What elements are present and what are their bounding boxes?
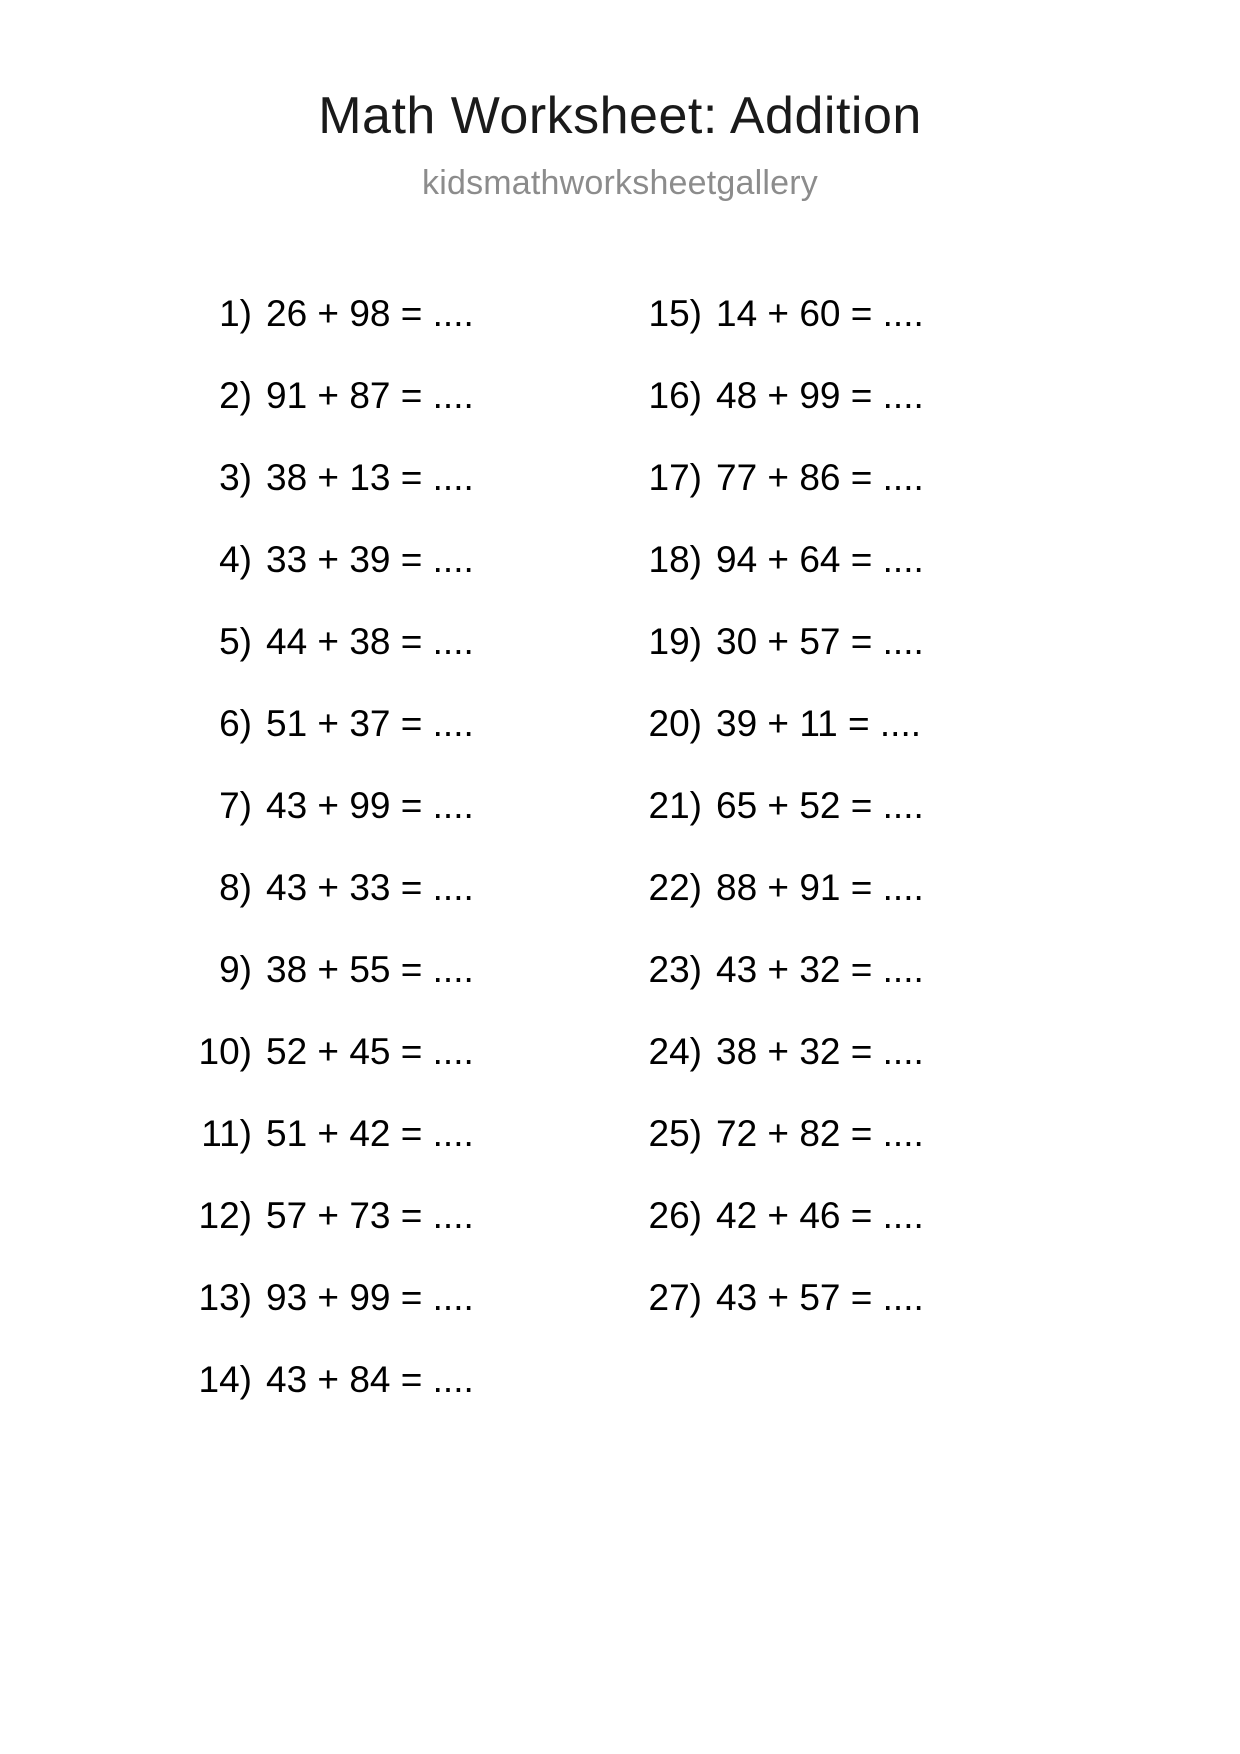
problem-row [180, 459, 630, 541]
problem-row [180, 541, 630, 623]
problem-expression: 65 + 52 = .... [716, 785, 924, 826]
problem-row [180, 1115, 630, 1197]
problem-row [630, 787, 1050, 869]
page-subtitle: kidsmathworksheetgallery [422, 164, 818, 202]
problem-expression: 93 + 99 = .... [266, 1277, 474, 1318]
problem-number: 10) [198, 1031, 252, 1072]
problem-expression: 43 + 57 = .... [716, 1277, 924, 1318]
problem-row [180, 787, 630, 869]
problem-number: 25) [648, 1113, 702, 1154]
problem-expression: 94 + 64 = .... [716, 539, 924, 580]
problem-expression: 38 + 32 = .... [716, 1031, 924, 1072]
problem-expression: 88 + 91 = .... [716, 867, 924, 908]
problem-expression: 52 + 45 = .... [266, 1031, 474, 1072]
problem-expression: 51 + 42 = .... [266, 1113, 474, 1154]
problem-number: 24) [648, 1031, 702, 1072]
problem-number: 23) [648, 949, 702, 990]
problem-expression: 43 + 32 = .... [716, 949, 924, 990]
problem-row [180, 869, 630, 951]
problem-number: 26) [648, 1195, 702, 1236]
problem-number: 16) [648, 375, 702, 416]
problem-expression: 26 + 98 = .... [266, 293, 474, 334]
problem-row [630, 1279, 1050, 1361]
problem-number: 6) [219, 703, 252, 744]
problem-row [180, 295, 630, 377]
problem-expression: 57 + 73 = .... [266, 1195, 474, 1236]
problem-expression: 77 + 86 = .... [716, 457, 924, 498]
problem-number: 20) [648, 703, 702, 744]
problems-column-right [630, 295, 1050, 1443]
problem-number: 3) [219, 457, 252, 498]
problem-number: 21) [648, 785, 702, 826]
problem-row [180, 951, 630, 1033]
problem-expression: 38 + 13 = .... [266, 457, 474, 498]
problem-expression: 43 + 33 = .... [266, 867, 474, 908]
problem-row [180, 1197, 630, 1279]
problem-expression: 42 + 46 = .... [716, 1195, 924, 1236]
problem-row [630, 623, 1050, 705]
problem-expression: 48 + 99 = .... [716, 375, 924, 416]
problems-container [0, 295, 1240, 1443]
problem-number: 11) [201, 1113, 252, 1154]
problem-row [630, 869, 1050, 951]
problem-row [180, 1033, 630, 1115]
problem-expression: 30 + 57 = .... [716, 621, 924, 662]
problems-column-left [180, 295, 630, 1443]
problem-expression: 43 + 99 = .... [266, 785, 474, 826]
problem-expression: 38 + 55 = .... [266, 949, 474, 990]
problem-row [630, 377, 1050, 459]
problem-number: 7) [219, 785, 252, 826]
problem-row [630, 541, 1050, 623]
problem-number: 5) [219, 621, 252, 662]
page-title: Math Worksheet: Addition [318, 87, 922, 145]
problem-expression: 43 + 84 = .... [266, 1359, 474, 1400]
problem-number: 9) [219, 949, 252, 990]
problem-number: 22) [648, 867, 702, 908]
problem-number: 14) [198, 1359, 252, 1400]
problem-expression: 51 + 37 = .... [266, 703, 474, 744]
problem-number: 18) [648, 539, 702, 580]
problem-row [630, 951, 1050, 1033]
problem-expression: 72 + 82 = .... [716, 1113, 924, 1154]
problem-expression: 44 + 38 = .... [266, 621, 474, 662]
problem-row [630, 295, 1050, 377]
problem-row [630, 459, 1050, 541]
problem-number: 19) [648, 621, 702, 662]
problem-row [180, 377, 630, 459]
problem-number: 8) [219, 867, 252, 908]
problem-row [630, 705, 1050, 787]
problem-row [180, 623, 630, 705]
problem-row [630, 1115, 1050, 1197]
problem-row [630, 1197, 1050, 1279]
problem-number: 13) [198, 1277, 252, 1318]
problem-row [180, 705, 630, 787]
problem-row [180, 1279, 630, 1361]
problem-number: 15) [648, 293, 702, 334]
problem-expression: 33 + 39 = .... [266, 539, 474, 580]
problem-number: 17) [648, 457, 702, 498]
problem-row [180, 1361, 630, 1443]
problem-number: 2) [219, 375, 252, 416]
problem-number: 12) [198, 1195, 252, 1236]
problem-number: 4) [219, 539, 252, 580]
problem-number: 27) [648, 1277, 702, 1318]
problem-number: 1) [219, 293, 252, 334]
problem-expression: 14 + 60 = .... [716, 293, 924, 334]
problem-expression: 39 + 11 = .... [716, 703, 922, 744]
problem-expression: 91 + 87 = .... [266, 375, 474, 416]
problem-row [630, 1033, 1050, 1115]
